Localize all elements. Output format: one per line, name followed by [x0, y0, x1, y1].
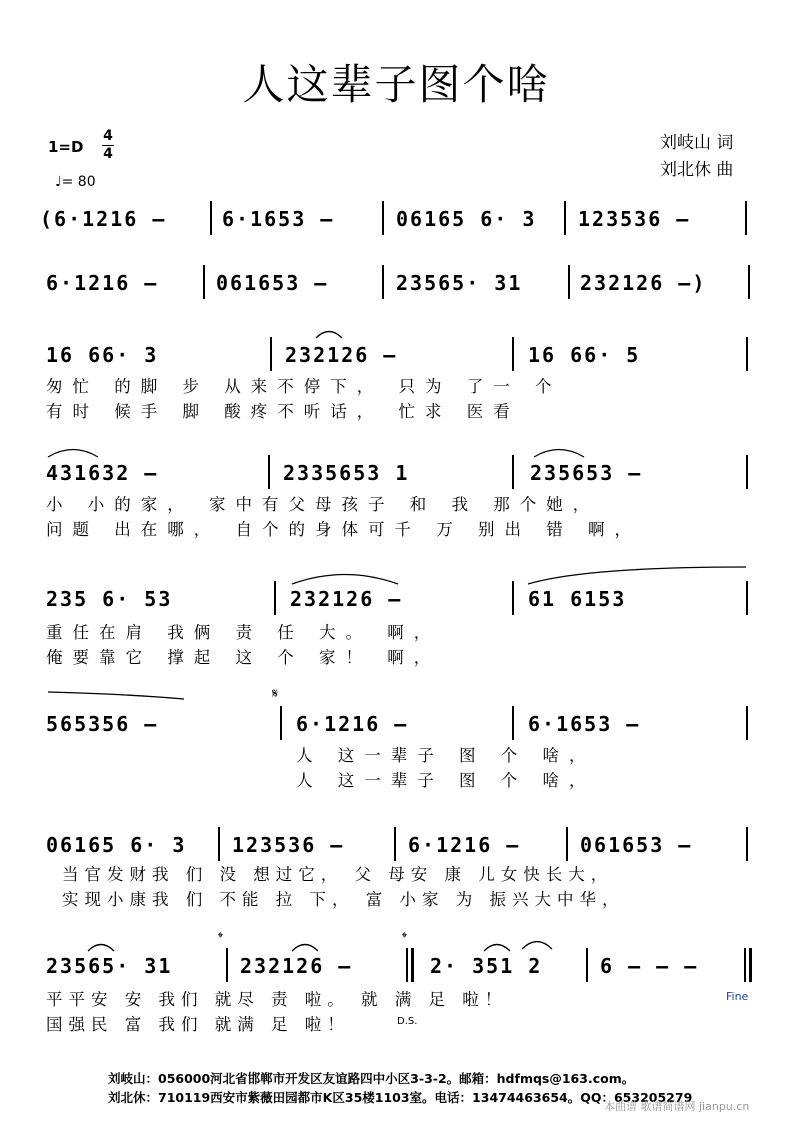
fine-marking: Fine — [726, 990, 749, 1003]
repeat-end-barline-thick — [411, 948, 414, 982]
barline — [226, 948, 228, 982]
quarter-note-icon: ♩ — [55, 174, 62, 190]
lyric-verse-2: 国强民 富 我们 就满 足 啦！ — [46, 1015, 350, 1034]
barline — [512, 581, 514, 615]
lyric-verse-2: 问题 出在哪， 自个的身体可千 万 别出 错 啊， — [46, 520, 641, 539]
lyricist: 刘岐山 词 — [660, 133, 734, 153]
barline — [512, 706, 514, 740]
slur — [526, 565, 748, 585]
measure: 431632 – — [46, 461, 159, 485]
measure: 6·1653 – — [528, 712, 641, 736]
lyric-verse-1: 当官发财我 们 没 想过它， 父 母安 康 儿女快长大， — [62, 865, 614, 884]
key-signature: 1=D — [48, 138, 84, 156]
barline — [382, 201, 384, 235]
measure: 235653 – — [530, 461, 643, 485]
coda-sign: 𝄌 — [218, 930, 223, 946]
barline — [512, 337, 514, 371]
barline — [746, 337, 748, 371]
barline — [280, 706, 282, 740]
barline — [748, 265, 750, 299]
page-title: 人这辈子图个啥 — [242, 60, 551, 109]
measure: 232126 –) — [580, 271, 707, 295]
measure: 232126 – — [285, 343, 398, 367]
lyric-verse-1: 平平安 安 我们 就尽 责 啦。 就 满 足 啦！ — [46, 990, 508, 1009]
measure: 2335653 1 — [283, 461, 410, 485]
lyric-verse-2: 俺要靠它 撑起 这 个 家！ 啊， — [46, 648, 441, 667]
measure: 61 6153 — [528, 587, 627, 611]
measure: (6·1216 – — [40, 207, 167, 231]
measure: 6·1653 – — [222, 207, 335, 231]
measure: 6·1216 – — [408, 833, 521, 857]
barline — [268, 455, 270, 489]
measure: 06165 6· 3 — [396, 207, 537, 231]
lyric-verse-1: 小 小的家， 家中有父母孩子 和 我 那个她， — [46, 495, 600, 514]
lyric-verse-2: 人 这一辈子 图 个 啥， — [296, 771, 596, 790]
measure: 16 66· 3 — [46, 343, 159, 367]
barline — [210, 201, 212, 235]
barline — [218, 827, 220, 861]
barline — [745, 201, 747, 235]
barline — [746, 706, 748, 740]
segno-sign: 𝄋 — [272, 686, 279, 702]
measure: 16 66· 5 — [528, 343, 641, 367]
barline — [564, 201, 566, 235]
lyric-verse-1: 重任在肩 我俩 责 任 大。 啊， — [46, 623, 441, 642]
slur — [86, 940, 116, 952]
barline — [203, 265, 205, 299]
meter-bottom: 4 — [103, 146, 113, 162]
barline — [746, 827, 748, 861]
measure: 235 6· 53 — [46, 587, 173, 611]
barline — [746, 455, 748, 489]
barline — [566, 827, 568, 861]
measure: 2· 351 2 — [430, 954, 543, 978]
measure: 6·1216 – — [46, 271, 159, 295]
barline — [586, 948, 588, 982]
lyric-verse-1: 匆忙 的脚 步 从来不停下， 只为 了一 个 — [46, 377, 562, 396]
lyric-verse-2: 有时 候手 脚 酸疼不听话， 忙求 医看 — [46, 402, 520, 421]
final-barline-thick — [749, 948, 752, 982]
final-barline — [744, 948, 746, 982]
measure: 565356 – — [46, 712, 159, 736]
slur — [46, 690, 186, 700]
barline — [270, 337, 272, 371]
composer-contact: 刘北休：710119西安市紫薇田园都市K区35楼1103室。电话：13474463654。QQ：653205279 — [108, 1090, 693, 1105]
coda-sign: 𝄌 — [402, 930, 407, 946]
time-signature — [102, 128, 114, 163]
repeat-end-barline — [406, 948, 408, 982]
measure: 061653 – — [580, 833, 693, 857]
slur — [290, 569, 400, 585]
barline — [746, 581, 748, 615]
measure: 23565· 31 — [46, 954, 173, 978]
measure: 06165 6· 3 — [46, 833, 187, 857]
credits — [660, 130, 733, 184]
slur — [520, 936, 554, 950]
composer: 刘北休 曲 — [660, 160, 734, 180]
tempo-marking: ♩= 80 — [55, 174, 96, 190]
measure: 232126 – — [290, 587, 403, 611]
meter-top: 4 — [103, 128, 113, 144]
site-watermark: 本曲谱 歌谱简谱网 jianpu.cn — [604, 1100, 750, 1113]
measure: 061653 – — [216, 271, 329, 295]
measure: 23565· 31 — [396, 271, 523, 295]
slur — [314, 327, 344, 339]
barline — [512, 455, 514, 489]
measure: 123536 – — [578, 207, 691, 231]
lyric-verse-1: 人 这一辈子 图 个 啥， — [296, 746, 596, 765]
barline — [394, 827, 396, 861]
slur — [290, 940, 320, 952]
measure: 6 – – – — [600, 954, 699, 978]
measure: 232126 – — [240, 954, 353, 978]
dal-segno-marking: D.S. — [397, 1016, 418, 1027]
slur — [46, 445, 100, 458]
measure: 6·1216 – — [296, 712, 409, 736]
barline — [274, 581, 276, 615]
barline — [568, 265, 570, 299]
slur — [482, 940, 512, 952]
barline — [382, 265, 384, 299]
slur — [532, 445, 586, 458]
lyric-verse-2: 实现小康我 们 不能 拉 下， 富 小家 为 振兴大中华， — [62, 890, 625, 909]
lyricist-contact: 刘岐山：056000河北省邯郸市开发区友谊路四中小区3-3-2。邮箱：hdfmqs@163.com。 — [108, 1071, 635, 1086]
measure: 123536 – — [232, 833, 345, 857]
